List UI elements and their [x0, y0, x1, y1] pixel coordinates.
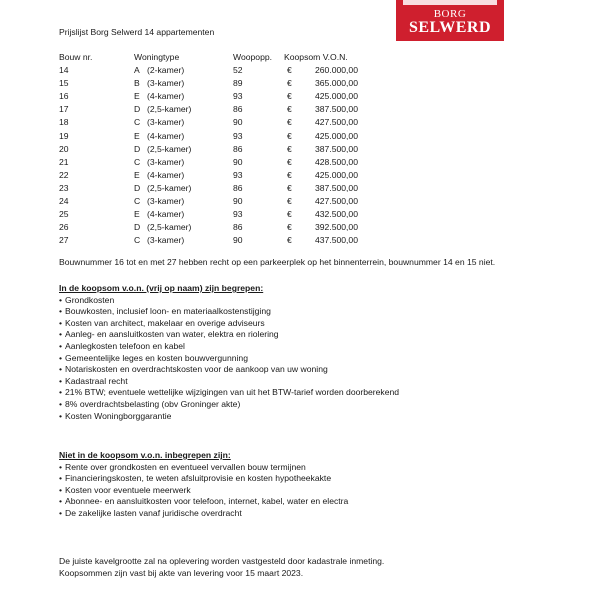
cell-type-label: (2,5-kamer) [147, 222, 192, 233]
list-item: • Bouwkosten, inclusief loon- en materiaalkostenstijging [59, 306, 399, 318]
cell-type-label: (4-kamer) [147, 209, 185, 220]
cell-bouwnr: 19 [59, 130, 69, 141]
cell-type-code: E [134, 209, 140, 220]
list-item: • 21% BTW; eventuele wettelijke wijzigingen van uit het BTW-tarief worden doorberekend [59, 387, 399, 399]
cell-woopp: 90 [233, 196, 243, 207]
cell-currency: € [287, 222, 292, 233]
cell-woopp: 93 [233, 130, 243, 141]
header-woopp: Woopopp. [233, 52, 273, 62]
cell-bouwnr: 18 [59, 117, 69, 128]
cell-type-code: C [134, 117, 141, 128]
cell-bouwnr: 23 [59, 182, 69, 193]
list-item: • Aanleg- en aansluitkosten van water, elektra en riolering [59, 329, 399, 341]
cell-currency: € [287, 209, 292, 220]
cell-bouwnr: 26 [59, 222, 69, 233]
included-list [59, 295, 399, 423]
cell-koopsom: 427.500,00 [314, 117, 358, 128]
header-bouwnr: Bouw nr. [59, 52, 93, 62]
cell-type-label: (3-kamer) [147, 196, 185, 207]
cell-bouwnr: 20 [59, 143, 69, 154]
footer-line-2: Koopsommen zijn vast bij akte van levering voor 15 maart 2023. [59, 567, 304, 578]
cell-type-code: D [134, 222, 141, 233]
list-item: • Notariskosten en overdrachtskosten voor de aankoop van uw woning [59, 364, 399, 376]
cell-bouwnr: 22 [59, 169, 69, 180]
list-item: • Aanlegkosten telefoon en kabel [59, 341, 399, 353]
cell-bouwnr: 15 [59, 78, 69, 89]
cell-type-label: (4-kamer) [147, 169, 185, 180]
cell-type-code: C [134, 196, 141, 207]
cell-woopp: 86 [233, 182, 243, 193]
header-koopsom: Koopsom V.O.N. [284, 52, 348, 62]
cell-type-code: E [134, 169, 140, 180]
cell-woopp: 90 [233, 235, 243, 246]
cell-koopsom: 387.500,00 [314, 182, 358, 193]
cell-woopp: 90 [233, 156, 243, 167]
cell-type-label: (2,5-kamer) [147, 182, 192, 193]
cell-currency: € [287, 143, 292, 154]
list-item: • Kadastraal recht [59, 376, 399, 388]
list-item: • De zakelijke lasten vanaf juridische overdracht [59, 508, 348, 520]
excluded-list [59, 462, 348, 520]
footer-line-1: De juiste kavelgrootte zal na oplevering worden vastgesteld door kadastrale inmeting. [59, 556, 385, 566]
cell-bouwnr: 27 [59, 235, 69, 246]
cell-currency: € [287, 156, 292, 167]
parking-note: Bouwnummer 16 tot en met 27 hebben recht op een parkeerplek op het binnenterrein, bouwnummer 14 en 15 niet. [59, 257, 496, 267]
borg-selwerd-logo [396, 0, 504, 41]
cell-type-label: (4-kamer) [147, 130, 185, 141]
cell-currency: € [287, 65, 292, 76]
cell-koopsom: 365.000,00 [314, 78, 358, 89]
list-item: • Gemeentelijke leges en kosten bouwvergunning [59, 353, 399, 365]
list-item: • Abonnee- en aansluitkosten voor telefoon, internet, kabel, water en electra [59, 496, 348, 508]
list-item: • Kosten Woningborggarantie [59, 411, 399, 423]
included-heading: In de koopsom v.o.n. (vrij op naam) zijn begrepen: [59, 283, 264, 293]
cell-koopsom: 260.000,00 [314, 65, 358, 76]
cell-koopsom: 437.500,00 [314, 235, 358, 246]
cell-bouwnr: 14 [59, 65, 69, 76]
cell-currency: € [287, 235, 292, 246]
cell-type-code: D [134, 104, 141, 115]
cell-currency: € [287, 130, 292, 141]
cell-bouwnr: 25 [59, 209, 69, 220]
cell-woopp: 93 [233, 209, 243, 220]
excluded-heading: Niet in de koopsom v.o.n. inbegrepen zijn: [59, 450, 231, 460]
cell-type-code: B [134, 78, 140, 89]
cell-type-code: A [134, 65, 140, 76]
cell-koopsom: 425.000,00 [314, 169, 358, 180]
list-item: • Grondkosten [59, 295, 399, 307]
header-woningtype: Woningtype [134, 52, 180, 62]
cell-type-code: D [134, 182, 141, 193]
cell-koopsom: 425.000,00 [314, 91, 358, 102]
cell-type-code: E [134, 130, 140, 141]
logo-top-text: BORG [433, 8, 467, 20]
cell-currency: € [287, 78, 292, 89]
logo-bottom-text: SELWERD [408, 19, 492, 36]
cell-currency: € [287, 196, 292, 207]
cell-woopp: 86 [233, 104, 243, 115]
excluded-section [59, 450, 348, 520]
cell-type-code: E [134, 91, 140, 102]
cell-currency: € [287, 182, 292, 193]
cell-koopsom: 427.500,00 [314, 196, 358, 207]
cell-type-code: D [134, 143, 141, 154]
cell-currency: € [287, 169, 292, 180]
cell-type-code: C [134, 156, 141, 167]
cell-type-label: (3-kamer) [147, 156, 185, 167]
cell-currency: € [287, 91, 292, 102]
cell-type-label: (3-kamer) [147, 117, 185, 128]
cell-bouwnr: 16 [59, 91, 69, 102]
list-item: • 8% overdrachtsbelasting (obv Groninger akte) [59, 399, 399, 411]
list-item: • Kosten van architect, makelaar en overige adviseurs [59, 318, 399, 330]
cell-bouwnr: 21 [59, 156, 69, 167]
cell-type-label: (3-kamer) [147, 78, 185, 89]
cell-woopp: 86 [233, 222, 243, 233]
cell-currency: € [287, 117, 292, 128]
cell-woopp: 86 [233, 143, 243, 154]
document-title: Prijslijst Borg Selwerd 14 appartementen [59, 27, 215, 37]
cell-woopp: 90 [233, 117, 243, 128]
cell-bouwnr: 24 [59, 196, 69, 207]
list-item: • Kosten voor eventuele meerwerk [59, 485, 348, 497]
cell-woopp: 52 [233, 65, 243, 76]
cell-woopp: 93 [233, 169, 243, 180]
list-item: • Rente over grondkosten en eventueel vervallen bouw termijnen [59, 462, 348, 474]
included-section [59, 283, 399, 422]
cell-woopp: 93 [233, 91, 243, 102]
cell-type-label: (4-kamer) [147, 91, 185, 102]
cell-koopsom: 392.500,00 [314, 222, 358, 233]
cell-type-label: (2,5-kamer) [147, 143, 192, 154]
cell-bouwnr: 17 [59, 104, 69, 115]
cell-type-label: (2,5-kamer) [147, 104, 192, 115]
cell-koopsom: 387.500,00 [314, 104, 358, 115]
cell-koopsom: 428.500,00 [314, 156, 358, 167]
cell-type-label: (3-kamer) [147, 235, 185, 246]
list-item: • Financieringskosten, te weten afsluitprovisie en kosten hypotheekakte [59, 473, 348, 485]
cell-currency: € [287, 104, 292, 115]
cell-koopsom: 432.500,00 [314, 209, 358, 220]
footer-notes [59, 556, 384, 579]
cell-type-label: (2-kamer) [147, 65, 185, 76]
cell-type-code: C [134, 235, 141, 246]
logo-bar [403, 0, 497, 5]
cell-koopsom: 425.000,00 [314, 130, 358, 141]
cell-woopp: 89 [233, 78, 243, 89]
cell-koopsom: 387.500,00 [314, 143, 358, 154]
